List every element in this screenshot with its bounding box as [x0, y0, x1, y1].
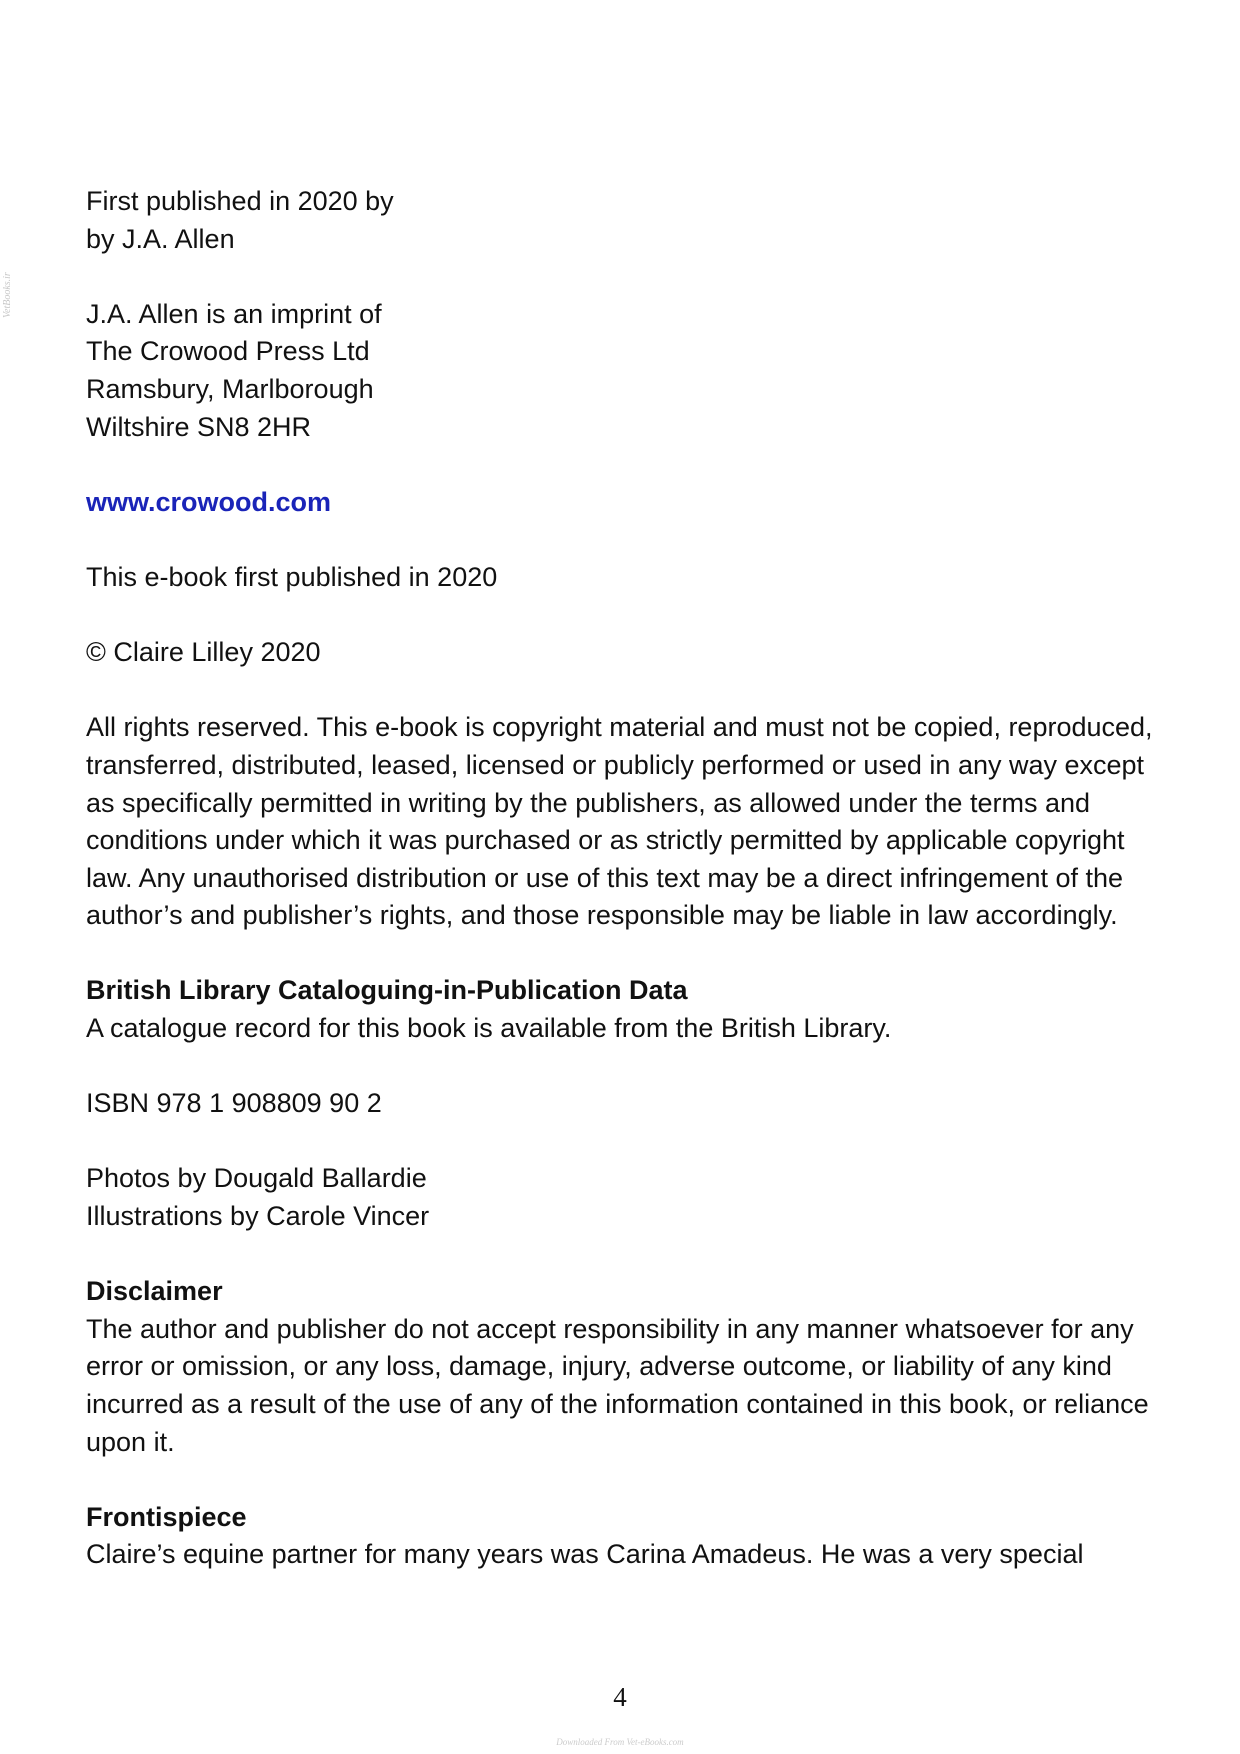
- spacer: [86, 1461, 1166, 1499]
- spacer: [86, 446, 1166, 484]
- frontispiece-heading: Frontispiece: [86, 1501, 247, 1532]
- first-published-line: First published in 2020 by: [86, 186, 394, 216]
- spacer: [86, 597, 1166, 635]
- photos-credit: Photos by Dougald Ballardie: [86, 1163, 427, 1194]
- rights-paragraph: All rights reserved. This e-book is copyright material and must not be copied, reproduced, transferred, distributed, leased, licensed or publicly performed or used in any way except as specifically permitted in writing by the publishers, as allowed under the terms and conditions under which it was purchased or as strictly permitted by applicable copyright law. Any unauthorised distribution or use of this text may be a direct infringement of the author’s and publisher’s rights, and those responsible may be liable in law accordingly.: [86, 712, 1153, 931]
- spacer: [86, 935, 1166, 973]
- spacer: [86, 1048, 1166, 1086]
- spacer: [86, 672, 1166, 710]
- illustrations-credit: Illustrations by Carole Vincer: [86, 1201, 430, 1232]
- cataloguing-text: A catalogue record for this book is available from the British Library.: [86, 1013, 892, 1044]
- isbn: ISBN 978 1 908809 90 2: [86, 1088, 382, 1119]
- cataloguing-heading: British Library Cataloguing-in-Publication Data: [86, 975, 688, 1006]
- spacer: [86, 521, 1166, 559]
- address-line-1: Ramsbury, Marlborough: [86, 373, 374, 404]
- spacer: [86, 1123, 1166, 1161]
- address-line-2: Wiltshire SN8 2HR: [86, 411, 312, 442]
- side-watermark: VetBooks.ir: [2, 272, 13, 318]
- disclaimer-text: The author and publisher do not accept responsibility in any manner whatsoever for any error or omission, or any loss, damage, injury, adverse outcome, or liability of any kind incurred as a result of the use of any of the information contained in this book, or reliance upon it.: [86, 1313, 1149, 1457]
- copyright-notice: © Claire Lilley 2020: [86, 637, 321, 668]
- imprint-line: J.A. Allen is an imprint of: [86, 298, 382, 329]
- ebook-published-line: This e-book first published in 2020: [86, 561, 498, 592]
- spacer: [86, 1236, 1166, 1274]
- frontispiece-text: Claire’s equine partner for many years was Carina Amadeus. He was a very special: [86, 1539, 1084, 1570]
- disclaimer-heading: Disclaimer: [86, 1276, 223, 1307]
- page-number: 4: [613, 1682, 627, 1712]
- website-link[interactable]: www.crowood.com: [86, 486, 332, 517]
- publisher-name: The Crowood Press Ltd: [86, 336, 370, 367]
- spacer: [86, 258, 1166, 296]
- publisher-by-line: by J.A. Allen: [86, 223, 235, 254]
- bottom-watermark: Downloaded From Vet-eBooks.com: [556, 1737, 684, 1747]
- copyright-page-body: [86, 183, 1166, 1574]
